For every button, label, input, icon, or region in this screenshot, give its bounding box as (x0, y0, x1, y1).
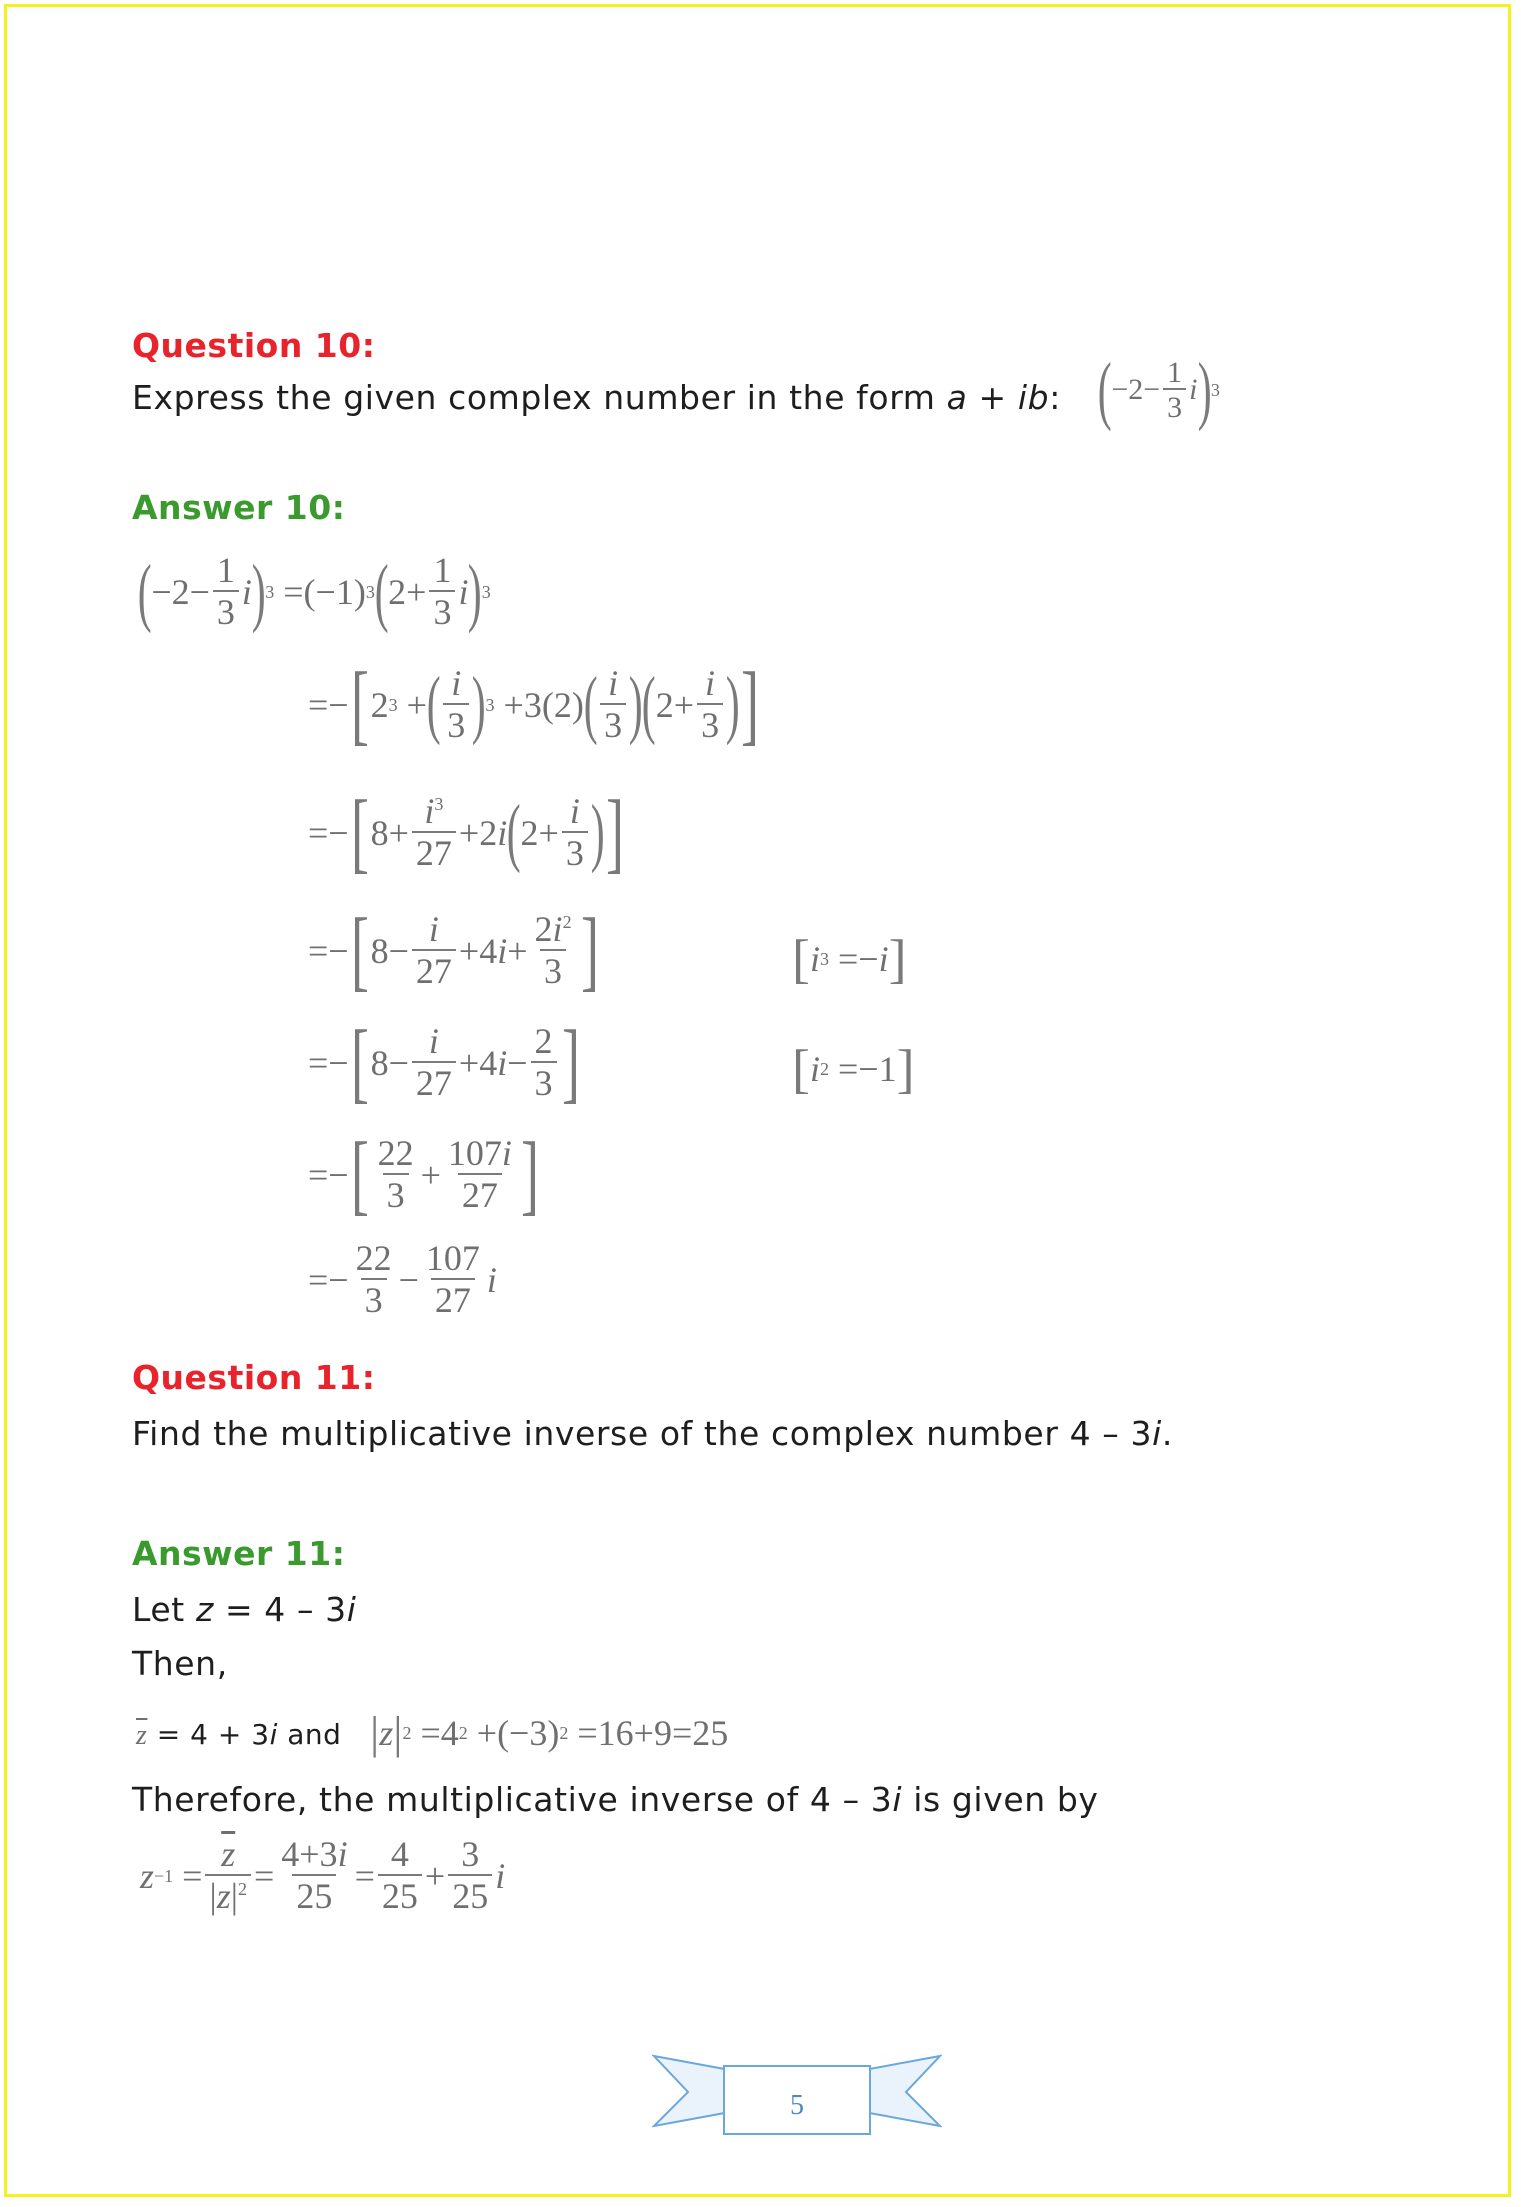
var-i: i (892, 1780, 903, 1819)
answer-10-step-1: ( −2− $\frac{1}{3}$ i ) 3 =(−1) 3 ( 2+ $\frac{1}{3}$ i ) 3 (137, 549, 491, 634)
question-11-text-lead: Find the multiplicative inverse of the complex number 4 – 3 (132, 1414, 1153, 1453)
answer-10-step-2: =− [ 2 3 + ( $\frac{i}{3}$ ) 3 +3(2) ( $\frac{i}{3}$ ) ( 2+ $\frac{i}{3}$ ) ] (308, 655, 760, 754)
and-word: and (277, 1718, 342, 1751)
question-11-text (132, 1414, 1173, 1453)
answer-10-note-i-cubed: [ i 3 =− i ] (792, 929, 907, 989)
answer-10-note-i-squared: [ i 2 =−1 ] (792, 1039, 915, 1099)
conj-rest: = 4 + 3 (147, 1718, 270, 1751)
var-i: i (1152, 1414, 1162, 1453)
answer-11-inverse: z −1 = $\frac{\overline{z}}{|z|^2}$ = $\frac{4+3i}{25}$ = $\frac{4}{25}$ + $\frac{3}{25}$ i (140, 1834, 506, 1916)
let-rest: = 4 – 3 (213, 1590, 347, 1629)
answer-10-title: Answer 10: (132, 488, 346, 527)
answer-10-step-3: =− [ 8+ $\frac{i^3}{27}$ +2 i ( 2+ $\frac{i}{3}$ ) ] (308, 783, 625, 882)
question-10-text-lead: Express the given complex number in the form (132, 378, 947, 417)
therefore-tail: is given by (902, 1780, 1099, 1819)
question-11-title: Question 11: (132, 1358, 376, 1397)
page-number: 5 (790, 2090, 804, 2121)
var-a: a (946, 378, 968, 417)
question-10-expression: ( −2− $\frac{1}{3}$ i ) 3 (1097, 348, 1220, 432)
var-i: i (346, 1590, 357, 1629)
var-z: z (195, 1590, 214, 1629)
therefore-lead: Therefore, the multiplicative inverse of 4 – 3 (132, 1780, 893, 1819)
period: . (1161, 1414, 1173, 1453)
let-prefix: Let (132, 1590, 196, 1629)
answer-10-step-6: =− [ $\frac{22}{3}$ + $\frac{107i}{27}$ ] (308, 1125, 539, 1224)
answer-11-modulus: | z | 2 =4 2 +(−3) 2 =16+9=25 (370, 1707, 729, 1758)
answer-11-title: Answer 11: (132, 1534, 346, 1573)
answer-11-therefore (132, 1780, 1099, 1819)
plus-sign: + (967, 378, 1018, 417)
question-10-text (132, 378, 1061, 417)
var-i: i (269, 1718, 278, 1751)
answer-11-then: Then, (132, 1644, 228, 1683)
answer-10-step-4: =− [ 8− $\frac{i}{27}$ +4 i + $\frac{2i^2}{3}$ ] (308, 901, 599, 1000)
var-ib: ib (1017, 378, 1050, 417)
answer-11-let (132, 1590, 357, 1629)
answer-11-conjugate (136, 1718, 341, 1752)
answer-10-step-7: =− $\frac{22}{3}$ − $\frac{107}{27}$ i (308, 1238, 497, 1320)
z-bar: $\overline{z}$ (136, 1720, 148, 1751)
answer-10-step-5: =− [ 8− $\frac{i}{27}$ +4 i − $\frac{2}{3}$ ] (308, 1013, 580, 1112)
colon: : (1049, 378, 1061, 417)
question-10-title: Question 10: (132, 326, 376, 365)
